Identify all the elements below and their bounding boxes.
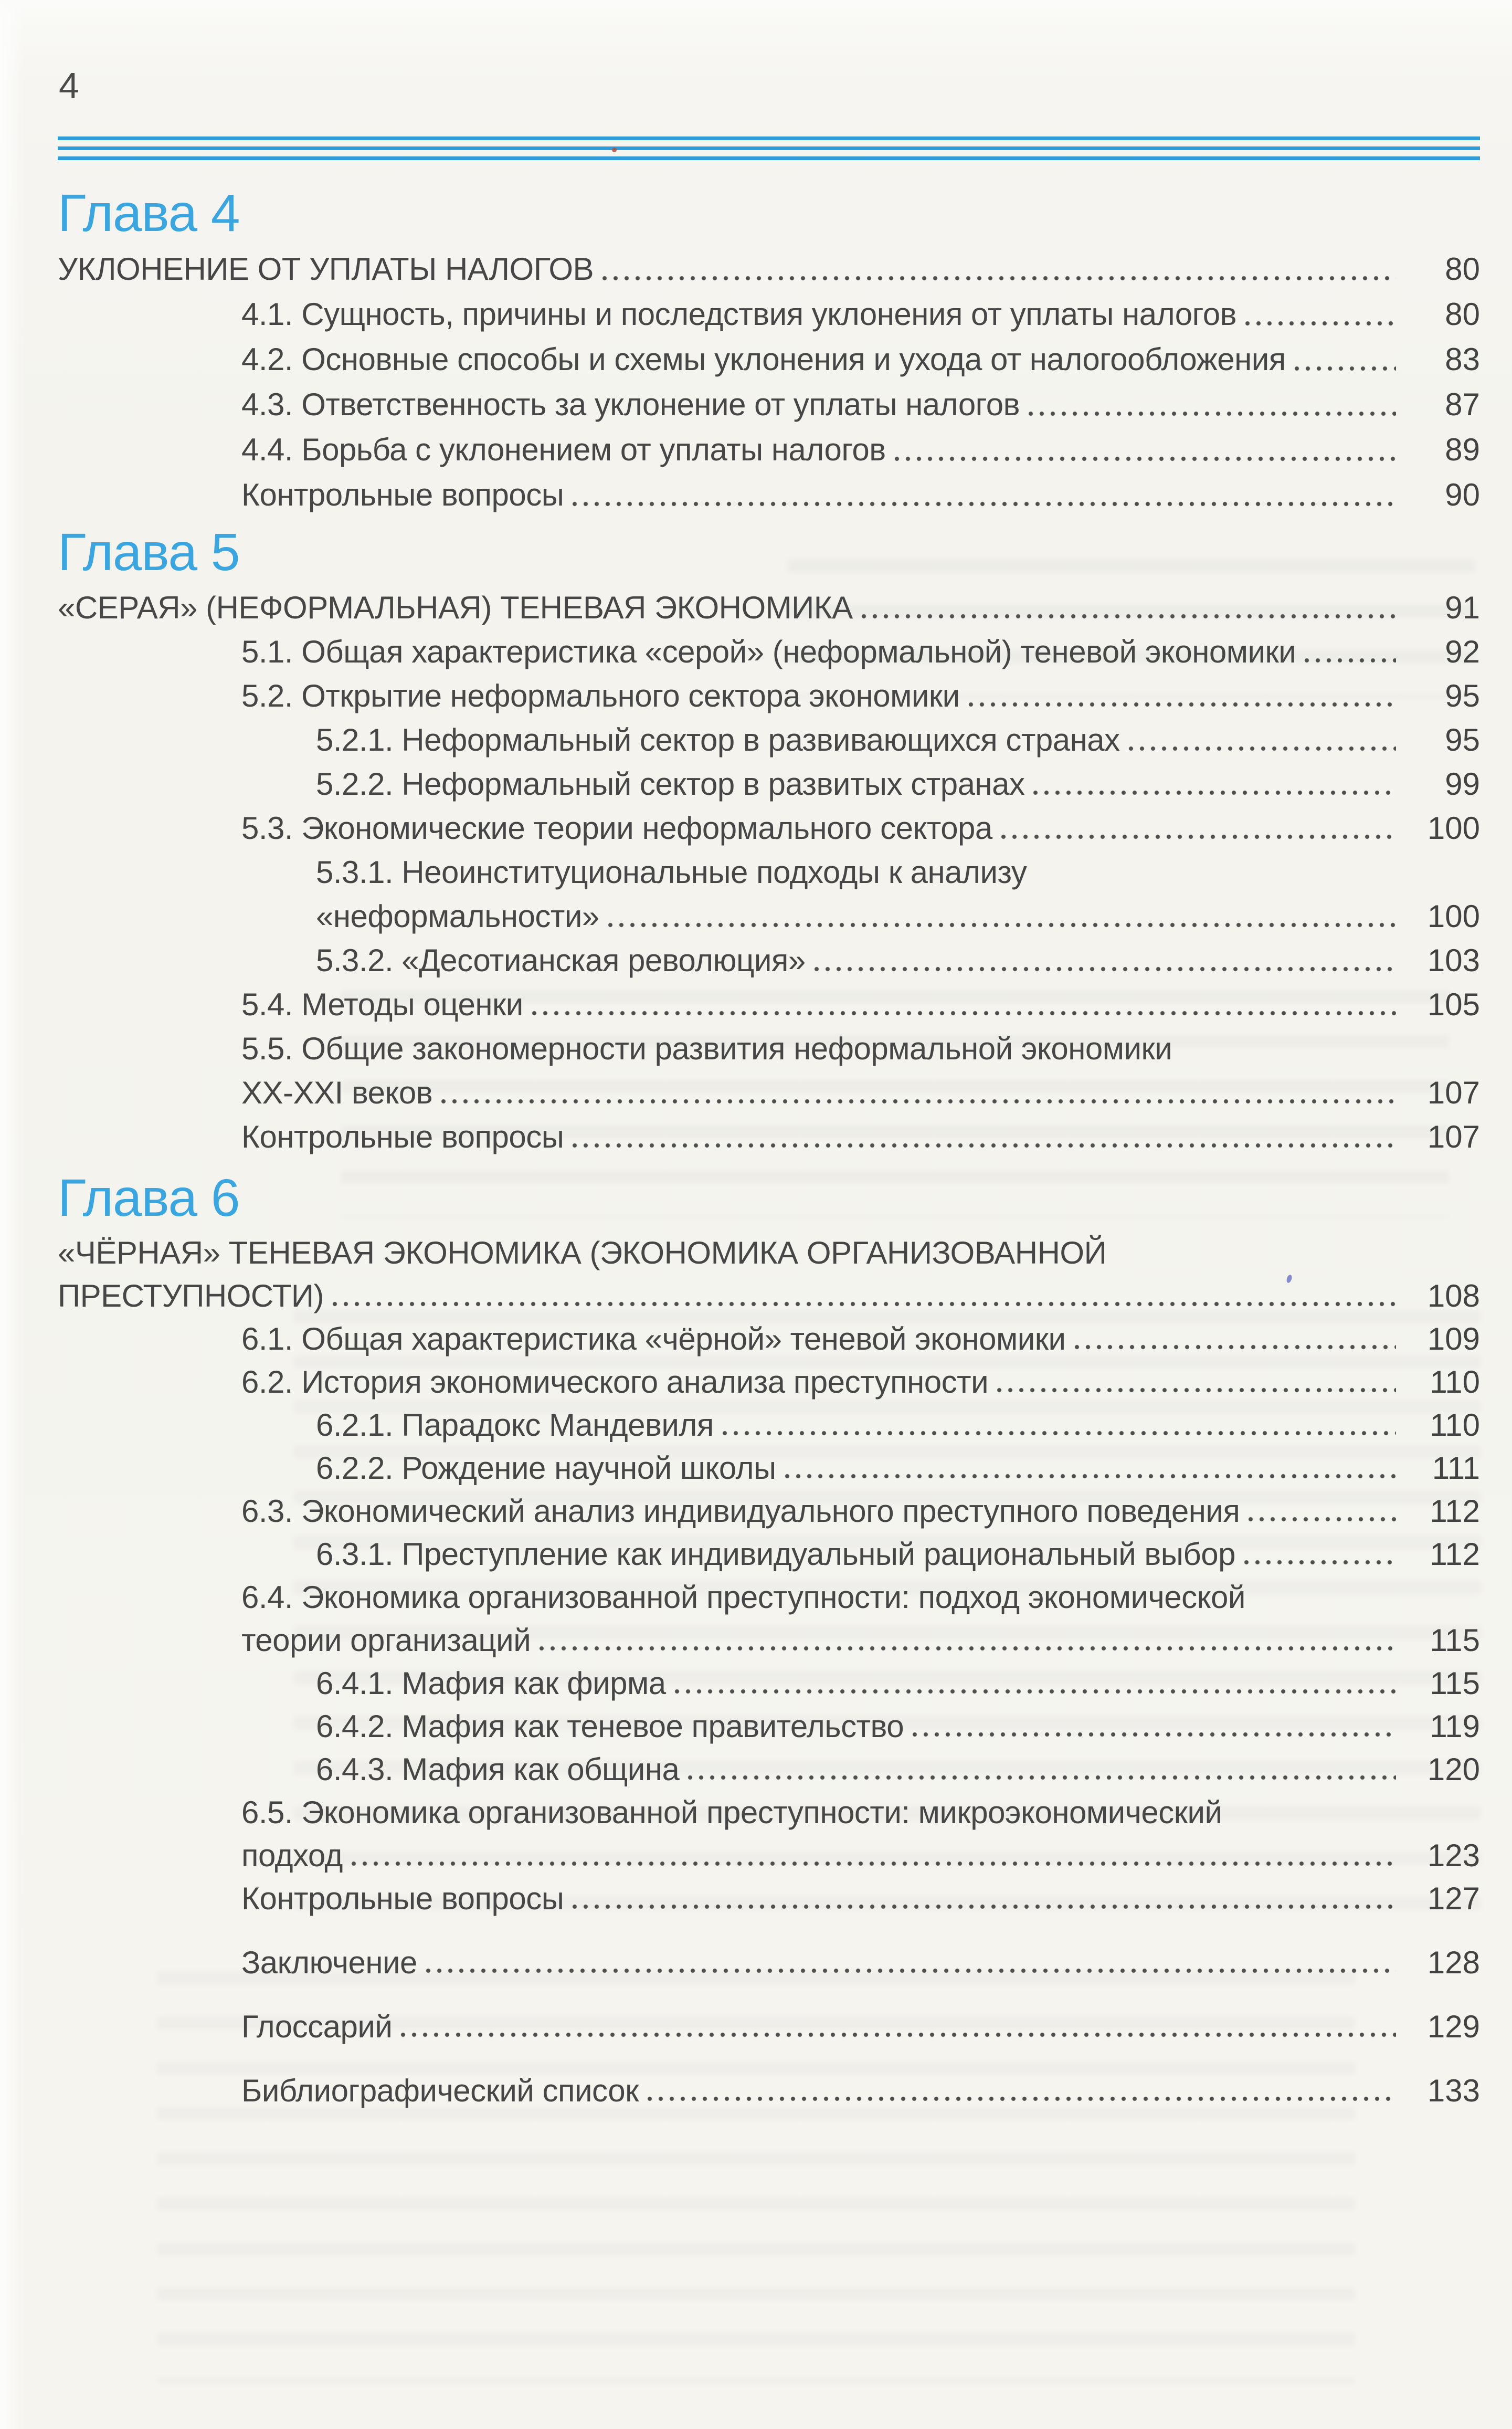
toc-entry-line: [58, 1027, 1480, 1071]
toc-entry-line: [58, 247, 1480, 292]
dot-leader: [572, 1142, 1396, 1149]
toc-entry-label: 6.4.1. Мафия как фирма: [316, 1666, 666, 1701]
toc-entry-label: 5.4. Методы оценки: [241, 987, 523, 1022]
dot-leader: [1245, 320, 1396, 327]
toc-entry-line: [58, 1877, 1480, 1920]
toc-entry-line: [58, 674, 1480, 718]
toc-entry-label: 6.4. Экономика организованной преступности: подход экономической: [241, 1580, 1245, 1615]
chapter-section: [58, 523, 1480, 1159]
toc-entry-line: [58, 1115, 1480, 1159]
toc-entry-label: Контрольные вопросы: [241, 1881, 564, 1916]
toc-entry-label: 6.2.1. Парадокс Мандевиля: [316, 1407, 714, 1443]
dot-leader: [647, 2096, 1396, 2102]
dot-leader: [351, 1860, 1396, 1867]
toc-entry-line: [58, 1748, 1480, 1791]
page-number: 80: [1445, 251, 1480, 287]
chapter-heading: Глава 5: [58, 523, 240, 582]
page-number: 111: [1432, 1450, 1480, 1486]
toc-entry-line: [58, 1705, 1480, 1748]
toc-entry-line: [58, 983, 1480, 1027]
page-number: 95: [1445, 678, 1480, 713]
page-number: 80: [1445, 297, 1480, 332]
toc-entry-line: [58, 1275, 1480, 1318]
page-number: 108: [1427, 1278, 1480, 1313]
toc-entry-label: ПРЕСТУПНОСТИ): [58, 1278, 324, 1313]
dot-leader: [400, 2032, 1396, 2038]
toc-entry-label: 4.3. Ответственность за уклонение от уплаты налогов: [241, 387, 1020, 422]
toc-entry-label: Глоссарий: [241, 2009, 393, 2044]
page-number: 110: [1430, 1364, 1480, 1400]
toc-entry-label: 4.4. Борьба с уклонением от уплаты налогов: [241, 432, 886, 467]
page-number: 110: [1430, 1407, 1480, 1443]
page-number: 115: [1430, 1666, 1480, 1701]
toc-entry-line: [58, 1447, 1480, 1490]
toc-entry-line: [58, 2069, 1480, 2112]
toc-entry-label: подход: [241, 1838, 343, 1873]
dot-leader: [441, 1098, 1396, 1105]
toc-entry-label: 6.2. История экономического анализа преступности: [241, 1364, 989, 1400]
dot-leader: [814, 966, 1396, 972]
dot-leader: [1248, 1516, 1396, 1522]
dot-leader: [1128, 745, 1396, 752]
page-number: 100: [1427, 811, 1480, 846]
dot-leader: [539, 1645, 1396, 1652]
page-number: 87: [1445, 387, 1480, 422]
page-number: 83: [1445, 342, 1480, 377]
toc-entry-label: Контрольные вопросы: [241, 1119, 564, 1154]
dot-leader: [968, 701, 1396, 708]
toc-entry-label: 5.1. Общая характеристика «серой» (неформальной) теневой экономики: [241, 634, 1296, 669]
toc-entry-label: Контрольные вопросы: [241, 477, 564, 512]
page-number: 105: [1427, 987, 1480, 1022]
toc-entry-line: [58, 1361, 1480, 1404]
toc-entry-label: УКЛОНЕНИЕ ОТ УПЛАТЫ НАЛОГОВ: [58, 251, 594, 287]
toc-entry-line: [58, 1533, 1480, 1576]
toc-entry-label: 4.2. Основные способы и схемы уклонения и ухода от налогообложения: [241, 342, 1286, 377]
toc-entry-line: [58, 586, 1480, 630]
toc-entry-line: [58, 292, 1480, 337]
toc-entry-label: 6.2.2. Рождение научной школы: [316, 1450, 776, 1486]
toc-entry-line: [58, 939, 1480, 983]
toc-entry-label: Библиографический список: [241, 2073, 639, 2108]
page-number: 128: [1427, 1945, 1480, 1980]
toc-entry-label: 6.4.3. Мафия как община: [316, 1752, 680, 1787]
toc-entry-label: 6.3. Экономический анализ индивидуального преступного поведения: [241, 1494, 1240, 1529]
toc-entry-line: [58, 718, 1480, 762]
toc-entry-line: [58, 1490, 1480, 1533]
toc-entry-line: [58, 1576, 1480, 1619]
toc-entry-line: [58, 427, 1480, 472]
dot-leader: [785, 1473, 1396, 1479]
toc-entry-line: [58, 1662, 1480, 1705]
toc-entry-label: 6.4.2. Мафия как теневое правительство: [316, 1709, 904, 1744]
toc-entry-line: [58, 1232, 1480, 1275]
toc-entry-label: 5.5. Общие закономерности развития неформальной экономики: [241, 1031, 1172, 1066]
toc: [58, 142, 1480, 2112]
toc-entry-line: [58, 382, 1480, 427]
toc-entry-label: XX-XXI веков: [241, 1075, 433, 1110]
page-number: 112: [1430, 1494, 1480, 1529]
toc-entry-label: 5.2.1. Неформальный сектор в развивающихся странах: [316, 722, 1120, 758]
page-number: 112: [1430, 1537, 1480, 1572]
chapter-heading: Глава 6: [58, 1169, 240, 1227]
dot-leader: [894, 456, 1396, 462]
dot-leader: [1033, 790, 1396, 796]
dot-leader: [426, 1968, 1396, 1974]
toc-entry-line: [58, 1941, 1480, 1984]
toc-entry-label: теории организаций: [241, 1623, 531, 1658]
page-number: 127: [1427, 1881, 1480, 1916]
toc-entry-line: [58, 1318, 1480, 1361]
toc-entry-label: 4.1. Сущность, причины и последствия уклонения от уплаты налогов: [241, 297, 1236, 332]
toc-entry-label: 5.3.1. Неоинституциональные подходы к анализу: [316, 855, 1027, 890]
page-number: 89: [1445, 432, 1480, 467]
dot-leader: [332, 1301, 1396, 1307]
toc-entry-label: «СЕРАЯ» (НЕФОРМАЛЬНАЯ) ТЕНЕВАЯ ЭКОНОМИКА: [58, 590, 853, 625]
toc-entry-label: 6.5. Экономика организованной преступности: микроэкономический: [241, 1795, 1222, 1830]
toc-entry-label: 5.2.2. Неформальный сектор в развитых странах: [316, 766, 1025, 802]
toc-entry-label: 5.3. Экономические теории неформального сектора: [241, 811, 992, 846]
page-number: 99: [1445, 766, 1480, 802]
dot-leader: [674, 1688, 1396, 1695]
page-number: 119: [1430, 1709, 1480, 1744]
toc-entry-line: [58, 1619, 1480, 1662]
page-number: 133: [1427, 2073, 1480, 2108]
toc-entry-line: [58, 1791, 1480, 1834]
toc-entry-line: [58, 1404, 1480, 1447]
toc-entry-line: [58, 850, 1480, 895]
page-number: 120: [1427, 1752, 1480, 1787]
back-matter-section: [58, 1941, 1480, 2112]
toc-entry-label: 5.2. Открытие неформального сектора экономики: [241, 678, 960, 713]
dot-leader: [1304, 657, 1396, 664]
dot-leader: [1294, 365, 1396, 372]
page-number: 103: [1427, 943, 1480, 978]
page-number: 129: [1427, 2009, 1480, 2044]
page-number: 115: [1430, 1623, 1480, 1658]
page-number: 90: [1445, 477, 1480, 512]
dot-leader: [688, 1774, 1396, 1781]
dot-leader: [572, 501, 1396, 507]
page-number: 100: [1427, 899, 1480, 934]
dot-leader: [1244, 1559, 1396, 1565]
page-number: 107: [1427, 1119, 1480, 1154]
toc-entry-label: Заключение: [241, 1945, 417, 1980]
toc-entry-line: [58, 762, 1480, 806]
dot-leader: [1074, 1344, 1396, 1350]
toc-entry-line: [58, 895, 1480, 939]
chapter-section: [58, 1169, 1480, 1920]
toc-entry-label: 5.3.2. «Десотианская революция»: [316, 943, 806, 978]
page-number: 109: [1427, 1321, 1480, 1357]
page-corner-number: 4: [59, 65, 79, 106]
toc-entry-label: «неформальности»: [316, 899, 599, 934]
page-number: 91: [1445, 590, 1480, 625]
toc-entry-line: [58, 630, 1480, 674]
dot-leader: [608, 922, 1396, 928]
dot-leader: [861, 613, 1396, 619]
dot-leader: [572, 1904, 1396, 1910]
page-number: 95: [1445, 722, 1480, 758]
dot-leader: [1001, 834, 1396, 840]
dot-leader: [1028, 411, 1396, 417]
chapter-heading: Глава 4: [58, 184, 240, 243]
scan-top-edge: [0, 0, 1512, 21]
dot-leader: [532, 1010, 1396, 1016]
toc-entry-line: [58, 1834, 1480, 1877]
page-number: 123: [1427, 1838, 1480, 1873]
toc-entry-line: [58, 337, 1480, 382]
dot-leader: [602, 275, 1396, 281]
dot-leader: [997, 1387, 1396, 1393]
toc-entry-line: [58, 472, 1480, 518]
chapter-section: [58, 184, 1480, 518]
scan-left-edge: [0, 0, 24, 2429]
page-number: 92: [1445, 634, 1480, 669]
dot-leader: [722, 1430, 1396, 1436]
toc-entry-line: [58, 1071, 1480, 1115]
toc-entry-label: 6.1. Общая характеристика «чёрной» теневой экономики: [241, 1321, 1066, 1357]
dot-leader: [912, 1731, 1396, 1738]
page-number: 107: [1427, 1075, 1480, 1110]
toc-entry-line: [58, 806, 1480, 850]
toc-entry-label: 6.3.1. Преступление как индивидуальный рациональный выбор: [316, 1537, 1236, 1572]
toc-entry-line: [58, 2005, 1480, 2048]
toc-entry-label: «ЧЁРНАЯ» ТЕНЕВАЯ ЭКОНОМИКА (ЭКОНОМИКА ОРГАНИЗОВАННОЙ: [58, 1235, 1107, 1270]
